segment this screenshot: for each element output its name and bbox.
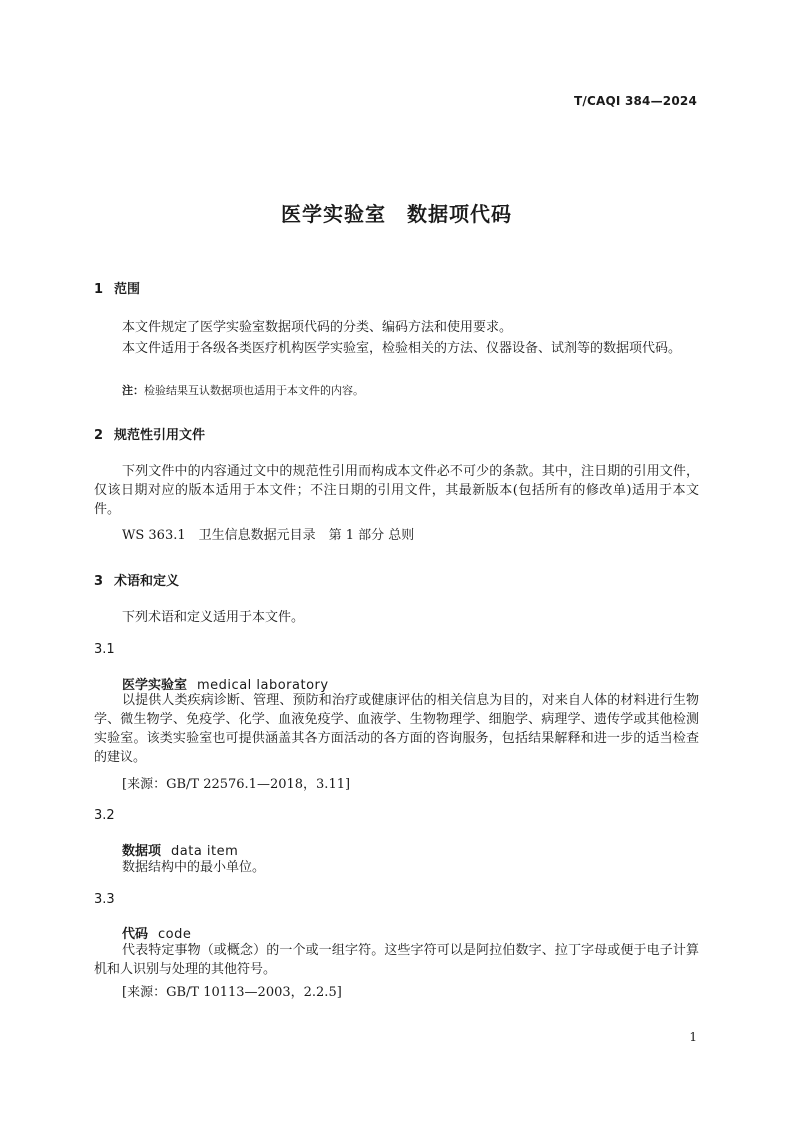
- note-label: 注：: [122, 384, 144, 397]
- section-title: 术语和定义: [114, 574, 180, 589]
- term-english: medical laboratory: [197, 678, 329, 693]
- scope-paragraph-1: 本文件规定了医学实验室数据项代码的分类、编码方法和使用要求。: [122, 320, 513, 335]
- term-definition: 数据结构中的最小单位。: [122, 860, 266, 875]
- term-chinese: 代码: [122, 927, 149, 942]
- term-source: [来源：GB/T 22576.1—2018，3.11]: [122, 777, 351, 792]
- term-chinese: 医学实验室: [122, 678, 188, 693]
- section-title: 规范性引用文件: [114, 428, 206, 443]
- term-chinese: 数据项: [122, 844, 162, 859]
- terms-intro: 下列术语和定义适用于本文件。: [122, 610, 305, 625]
- term-english: code: [158, 927, 192, 942]
- scope-note: [122, 383, 364, 399]
- section-number: 3: [94, 574, 104, 589]
- term-entry: [122, 923, 191, 942]
- normative-paragraph: 下列文件中的内容通过文中的规范性引用而构成本文件必不可少的条款。其中，注日期的引用文件，仅该日期对应的版本适用于本文件；不注日期的引用文件，其最新版本(包括所有的修改单)适用于本文件。: [94, 464, 699, 517]
- section-heading-terms: [94, 570, 179, 589]
- clause-number: 3.1: [94, 642, 115, 657]
- scope-paragraph-2: 本文件适用于各级各类医疗机构医学实验室，检验相关的方法、仪器设备、试剂等的数据项代码。: [122, 341, 682, 356]
- page-number: 1: [689, 1030, 697, 1044]
- page-title: 医学实验室 数据项代码: [281, 202, 512, 226]
- term-english: data item: [171, 844, 239, 859]
- term-entry: [122, 840, 238, 859]
- section-number: 2: [94, 428, 104, 443]
- section-title: 范围: [114, 282, 141, 297]
- section-number: 1: [94, 282, 104, 297]
- section-heading-scope: [94, 278, 140, 297]
- clause-number: 3.2: [94, 808, 115, 823]
- section-heading-normative: [94, 424, 205, 443]
- normative-reference: WS 363.1 卫生信息数据元目录 第 1 部分 总则: [122, 528, 415, 543]
- clause-number: 3.3: [94, 892, 115, 907]
- term-source: [来源：GB/T 10113—2003，2.2.5]: [122, 985, 342, 1000]
- standard-code: T/CAQI 384—2024: [574, 94, 697, 108]
- term-definition: 代表特定事物（或概念）的一个或一组字符。这些字符可以是阿拉伯数字、拉丁字母或便于电子计算机和人识别与处理的其他符号。: [94, 943, 699, 977]
- note-text: 检验结果互认数据项也适用于本文件的内容。: [144, 384, 364, 397]
- term-definition: 以提供人类疾病诊断、管理、预防和治疗或健康评估的相关信息为目的，对来自人体的材料进行生物学、微生物学、免疫学、化学、血液免疫学、血液学、生物物理学、细胞学、病理学、遗传学或其他检测实验室。该类实验室也可提供涵盖其各方面活动的各方面的咨询服务，包括结果解释和进一步的适当检查的建议。: [94, 693, 699, 765]
